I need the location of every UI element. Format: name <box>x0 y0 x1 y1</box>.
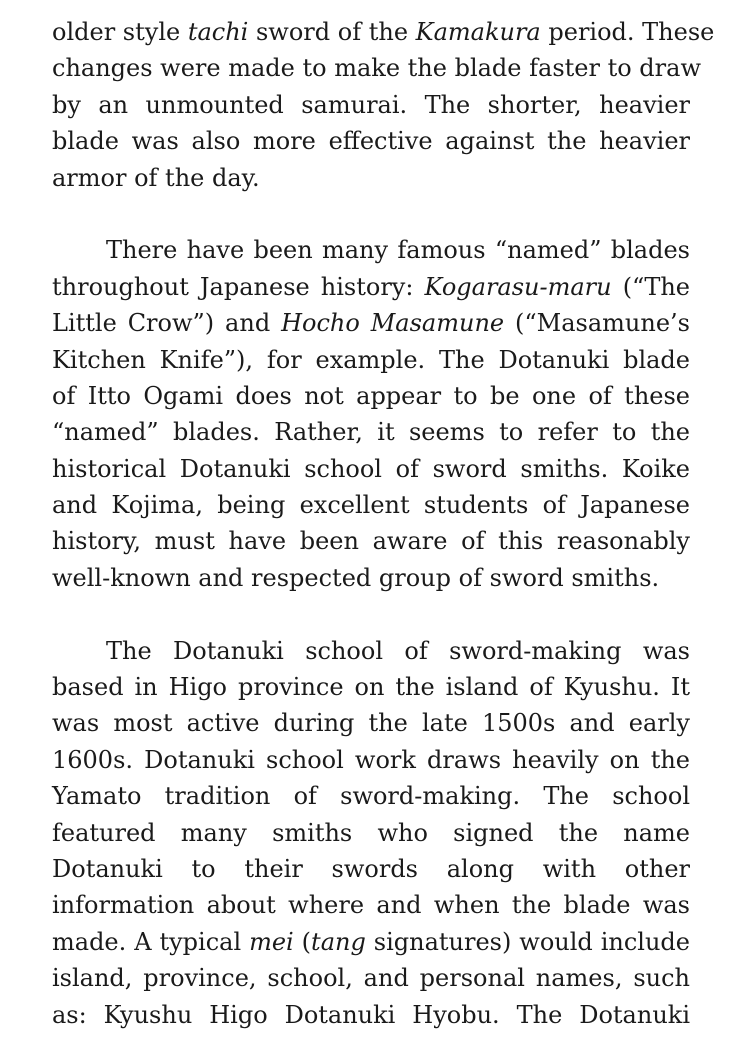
text-line: as: Kyushu Higo Dotanuki Hyobu. The Dotanuki <box>52 1000 690 1029</box>
text-line: by an unmounted samurai. The shorter, heavier <box>52 90 690 119</box>
text-line: Dotanuki to their swords along with other <box>52 854 690 883</box>
paragraph-2 <box>52 232 690 596</box>
italic-term: Kamakura <box>415 18 541 46</box>
text-line: information about where and when the blade was <box>52 891 690 920</box>
text-line: throughout Japanese history: Kogarasu-maru (“The <box>52 272 690 301</box>
paragraph-3 <box>52 633 690 1033</box>
document-page <box>52 14 715 1033</box>
italic-term: mei <box>249 927 294 956</box>
text-line: Kitchen Knife”), for example. The Dotanuki blade <box>52 345 690 374</box>
text-line: There have been many famous “named” blades <box>106 236 690 265</box>
text-line: Yamato tradition of sword-making. The school <box>52 782 690 811</box>
text-line: The Dotanuki school of sword-making was <box>106 636 690 665</box>
text-line: 1600s. Dotanuki school work draws heavily on the <box>52 745 690 774</box>
text-line: “named” blades. Rather, it seems to refer to the <box>52 418 690 447</box>
text-line: older style tachi sword of the Kamakura period. These <box>52 18 715 46</box>
text-line: island, province, school, and personal names, such <box>52 964 690 993</box>
italic-term: Hocho Masamune <box>281 309 505 338</box>
italic-term: Kogarasu-maru <box>424 272 612 301</box>
text-line: armor of the day. <box>52 163 260 192</box>
paragraph-gap <box>52 196 690 232</box>
text-line: historical Dotanuki school of sword smiths. Koike <box>52 454 690 483</box>
text-line: based in Higo province on the island of Kyushu. It <box>52 673 690 702</box>
text-line: well-known and respected group of sword smiths. <box>52 563 660 592</box>
text-line: made. A typical mei (tang signatures) would include <box>52 927 690 956</box>
text-line: blade was also more effective against the heavier <box>52 127 690 156</box>
text-line: changes were made to make the blade faster to draw <box>52 54 701 83</box>
text-line: history, must have been aware of this reasonably <box>52 527 690 556</box>
text-line: featured many smiths who signed the name <box>52 818 690 847</box>
paragraph-1 <box>52 14 715 196</box>
italic-term: tachi <box>187 18 249 46</box>
paragraph-gap <box>52 596 690 632</box>
italic-term: tang <box>311 927 366 956</box>
text-line: of Itto Ogami does not appear to be one of these <box>52 381 690 410</box>
text-line: was most active during the late 1500s and early <box>52 709 690 738</box>
text-line: and Kojima, being excellent students of Japanese <box>52 491 690 520</box>
text-line: Little Crow”) and Hocho Masamune (“Masamune’s <box>52 309 690 338</box>
